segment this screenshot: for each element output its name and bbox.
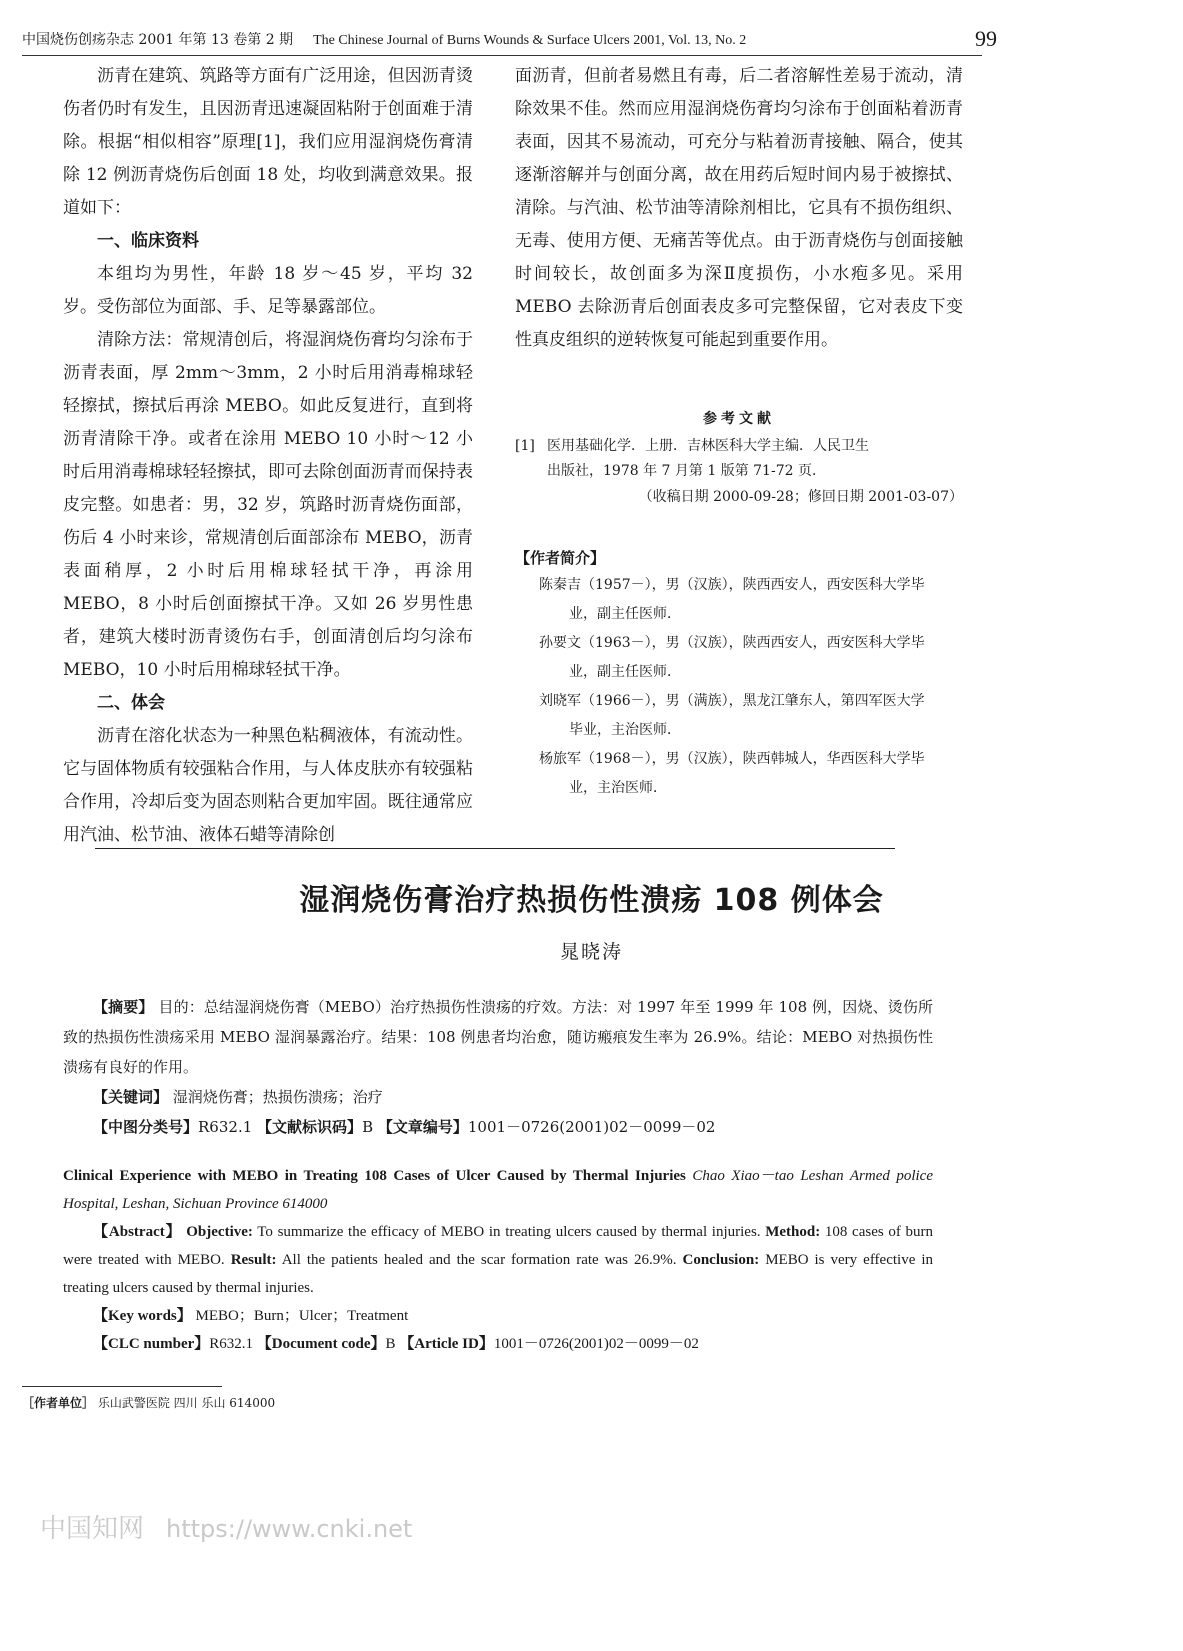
english-clc-label: 【CLC number】 [93, 1336, 210, 1352]
author-bio-line: 业，主治医师． [569, 780, 667, 796]
conclusion-text: MEBO is very effective in treating ulcers caused by thermal injuries. [63, 1252, 934, 1296]
paragraph: 本组均为男性，年龄 18 岁～45 岁，平均 32 岁。受伤部位为面部、手、足等暴露部位。 [63, 264, 473, 317]
right-column [515, 60, 963, 357]
author-bio-line: 毕业，主治医师． [569, 722, 681, 738]
conclusion-label: Conclusion: [682, 1252, 760, 1268]
article-id-label: 【文章编号】 [377, 1118, 468, 1136]
author-bio-line: 杨旅军（1968－），男（汉族），陕西韩城人，华西医科大学毕 [539, 751, 925, 767]
cnki-watermark [40, 1508, 412, 1545]
author-bio-heading: 【作者简介】 [515, 549, 606, 567]
english-title: Clinical Experience with MEBO in Treating 108 Cases of Ulcer Caused by Thermal Injuries [63, 1168, 686, 1184]
abstract-text: 目的：总结湿润烧伤膏（MEBO）治疗热损伤性溃疡的疗效。方法：对 1997 年至 1999 年 108 例，因烧、烫伤所致的热损伤性溃疡采用 MEBO 湿润暴露治疗。结果：108 例患者均治愈，随访瘢痕发生率为 26.9%。结论：MEBO 对热损伤性溃疡有良好的作用。 [63, 998, 933, 1076]
english-abstract-label: 【Abstract】 [93, 1224, 182, 1240]
section-heading: 二、体会 [97, 693, 165, 713]
english-abstract-paragraph [63, 1218, 933, 1302]
article-title: 湿润烧伤膏治疗热损伤性溃疡 108 例体会 [299, 883, 884, 918]
english-document-code-value: B [385, 1336, 396, 1352]
english-keywords-label: 【Key words】 [93, 1308, 192, 1324]
english-document-code-label: 【Document code】 [256, 1336, 386, 1352]
author-bio-line: 陈秦吉（1957－），男（汉族），陕西西安人，西安医科大学毕 [539, 577, 925, 593]
reference-number: [1] [515, 438, 535, 454]
classification-line [63, 1112, 933, 1142]
keywords-label: 【关键词】 [93, 1088, 169, 1106]
document-code-value: B [362, 1118, 374, 1136]
reference-item [515, 434, 963, 484]
article-id-value: 1001－0726(2001)02－0099－02 [467, 1118, 716, 1136]
author-bio [515, 629, 963, 687]
watermark-brand: 中国知网 [40, 1514, 145, 1544]
abstract-label: 【摘要】 [93, 998, 154, 1016]
chinese-abstract [63, 992, 933, 1142]
english-keywords-line [63, 1302, 933, 1330]
paragraph: 清除方法：常规清创后，将湿润烧伤膏均匀涂布于沥青表面，厚 2mm～3mm，2 小时后用消毒棉球轻轻擦拭，擦拭后再涂 MEBO。如此反复进行，直到将沥青清除干净。或者在涂用 MEBO 10 小时～12 小时后用消毒棉球轻轻擦拭，即可去除创面沥青而保持表皮完整。如患者：男，32 岁，筑路时沥青烧伤面部，伤后 4 小时来诊，常规清创后面部涂布 MEBO，沥青表面稍厚，2 小时后用棉球轻拭干净，再涂用 MEBO，8 小时后创面擦拭干净。又如 26 岁男性患者，建筑大楼时沥青烫伤右手，创面清创后均匀涂布 MEBO，10 小时后用棉球轻拭干净。 [63, 330, 473, 680]
footnote-label: ［作者单位］ [22, 1396, 95, 1410]
journal-name-cn: 中国烧伤创疡杂志 2001 年第 13 卷第 2 期 [22, 32, 294, 48]
document-code-label: 【文献标识码】 [257, 1118, 363, 1136]
english-article-id-label: 【Article ID】 [399, 1336, 494, 1352]
footnote-rule [22, 1386, 222, 1387]
objective-text: To summarize the efficacy of MEBO in treating ulcers caused by thermal injuries. [257, 1224, 761, 1240]
english-abstract [63, 1162, 933, 1358]
english-title-line [63, 1162, 933, 1218]
paragraph: 面沥青，但前者易燃且有毒，后二者溶解性差易于流动，清除效果不佳。然而应用湿润烧伤膏均匀涂布于创面粘着沥青表面，因其不易流动，可充分与粘着沥青接触、隔合，使其逐渐溶解并与创面分离，故在用药后短时间内易于被擦拭、清除。与汽油、松节油等清除剂相比，它具有不损伤组织、无毒、使用方便、无痛苦等优点。由于沥青烧伤与创面接触时间较长，故创面多为深Ⅱ度损伤，小水疱多见。采用 MEBO 去除沥青后创面表皮多可完整保留，它对表皮下变性真皮组织的逆转恢复可能起到重要作用。 [515, 66, 963, 350]
author-bio-line: 刘晓军（1966－），男（满族），黑龙江肇东人，第四军医大学 [539, 693, 925, 709]
keywords-line [63, 1082, 933, 1112]
references [515, 408, 963, 510]
page-number: 99 [975, 26, 997, 51]
author-bio-line: 业，副主任医师． [569, 664, 681, 680]
journal-name-en: The Chinese Journal of Burns Wounds & Surface Ulcers 2001, Vol. 13, No. 2 [313, 33, 747, 48]
article-author: 晁晓涛 [559, 941, 623, 963]
author-bio [515, 745, 963, 803]
section-divider [95, 848, 895, 849]
clc-label: 【中图分类号】 [93, 1118, 199, 1136]
english-affiliation: Chao Xiao－tao Leshan Armed police Hospital, Leshan, Sichuan Province 614000 [63, 1168, 933, 1212]
result-label: Result: [230, 1252, 277, 1268]
english-classification-line [63, 1330, 933, 1358]
keywords-text: 湿润烧伤膏；热损伤溃疡；治疗 [172, 1088, 383, 1106]
method-label: Method: [765, 1224, 821, 1240]
paragraph: 沥青在溶化状态为一种黑色粘稠液体，有流动性。它与固体物质有较强粘合作用，与人体皮肤亦有较强粘合作用，冷却后变为固态则粘合更加牢固。既往通常应用汽油、松节油、液体石蜡等清除创 [63, 726, 473, 845]
watermark-url: https://www.cnki.net [166, 1515, 413, 1543]
clc-value: R632.1 [198, 1118, 253, 1136]
method-text: 108 cases of burn were treated with MEBO. [63, 1224, 934, 1268]
objective-label: Objective: [186, 1224, 253, 1240]
author-bio-line: 业，副主任医师． [569, 606, 681, 622]
author-bio-line: 孙要文（1963－），男（汉族），陕西西安人，西安医科大学毕 [539, 635, 925, 651]
reference-text-continued: 出版社，1978 年 7 月第 1 版第 71-72 页． [547, 463, 826, 479]
reference-text: 医用基础化学．上册．吉林医科大学主编．人民卫生 [547, 438, 869, 454]
left-column [63, 60, 473, 852]
references-heading: 参考文献 [703, 411, 775, 427]
result-text: All the patients healed and the scar formation rate was 26.9%. [281, 1252, 677, 1268]
english-keywords-text: MEBO；Burn；Ulcer；Treatment [195, 1308, 409, 1324]
paragraph: 沥青在建筑、筑路等方面有广泛用途，但因沥青烫伤者仍时有发生，且因沥青迅速凝固粘附于创面难于清除。根据“相似相容”原理[1]，我们应用湿润烧伤膏清除 12 例沥青烧伤后创面 18 处，均收到满意效果。报道如下： [63, 66, 473, 218]
received-date: （收稿日期 2000-09-28；修回日期 2001-03-07） [638, 489, 963, 505]
footnote-text: 乐山武警医院 四川 乐山 614000 [97, 1396, 276, 1410]
english-article-id-value: 1001－0726(2001)02－0099－02 [493, 1336, 699, 1352]
author-bios [515, 545, 963, 803]
abstract-paragraph [63, 992, 933, 1082]
section-heading: 一、临床资料 [97, 231, 199, 251]
author-bio [515, 571, 963, 629]
author-affiliation-footnote [22, 1394, 275, 1412]
running-header [22, 30, 982, 56]
english-clc-value: R632.1 [209, 1336, 254, 1352]
author-bio [515, 687, 963, 745]
